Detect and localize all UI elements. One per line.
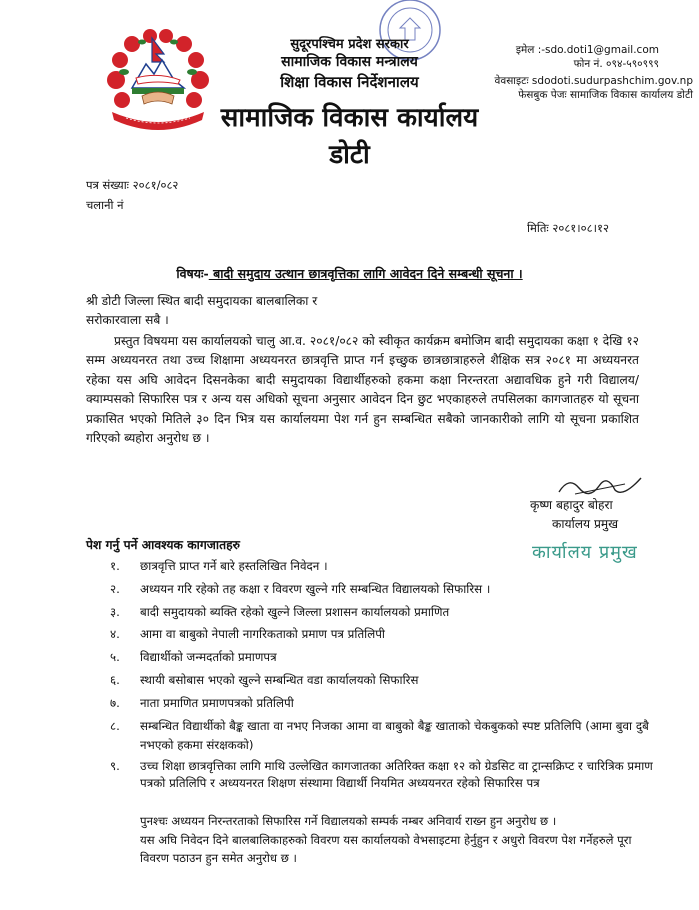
document-item-number: ३. xyxy=(110,605,120,619)
document-item-text: आमा वा बाबुको नेपाली नागरिकताको प्रमाण पत्र प्रतिलिपी xyxy=(140,627,385,641)
letter-number: पत्र संख्याः २०८१/०८२ xyxy=(86,178,179,192)
document-item-text: अध्ययन गरि रहेको तह कक्षा र विवरण खुल्ने गरि सम्बन्धित विद्यालयको सिफारिस । xyxy=(140,582,491,596)
document-item xyxy=(110,558,670,574)
subject-line xyxy=(0,265,699,282)
office-name: सामाजिक विकास कार्यालय xyxy=(220,103,479,133)
recipient-line-2: सरोकारवाला सबै । xyxy=(86,313,169,327)
document-item xyxy=(110,649,670,665)
document-item-number: २. xyxy=(110,582,120,596)
document-item xyxy=(110,758,660,792)
subject-text: बादी समुदाय उत्थान छात्रवृत्तिका लागि आवेदन दिने सम्बन्धी सूचना । xyxy=(208,266,523,281)
document-item-text: विद्यार्थीको जन्मदर्ताको प्रमाणपत्र xyxy=(140,650,277,664)
recipient-line-1: श्री डोटी जिल्ला स्थित बादी समुदायका बालबालिका र xyxy=(86,294,318,308)
signatory-name: कृष्ण बहादुर बोहरा xyxy=(530,498,613,512)
dispatch-number: चलानी नं xyxy=(86,198,124,212)
document-item xyxy=(110,717,655,755)
document-item-number: ६. xyxy=(110,673,120,687)
document-item xyxy=(110,604,670,620)
document-item-number: १. xyxy=(110,559,120,573)
letter-date: मितिः २०८१।०८।१२ xyxy=(527,221,609,235)
document-item-number: ४. xyxy=(110,627,120,641)
district-name: डोटी xyxy=(329,140,370,170)
contact-email: इमेल :-sdo.doti1@gmail.com xyxy=(515,44,659,56)
note-website: यस अघि निवेदन दिने बालबालिकाहरुको विवरण यस कार्यालयको वेभसाइटमा हेर्नुहुन र अधुरो विवरण पेश गर्नेहरुले पूरा विवरण पठाउन हुन समेत अनुरोध छ । xyxy=(140,833,632,865)
document-item-text: सम्बन्धित विद्यार्थीको बैङ्क खाता वा नभए निजका आमा वा बाबुको बैङ्क खाताको चेकबुकको स्पष्ट प्रतिलिपि (आमा बुवा दुबै नभएको हकमा संरक्षकको) xyxy=(140,719,649,752)
contact-phone: फोन नं. ०९४-५९०९९९ xyxy=(573,58,659,70)
document-item-number: ५. xyxy=(110,650,120,664)
signatory-title: कार्यालय प्रमुख xyxy=(552,517,619,531)
document-item-text: नाता प्रमाणित प्रमाणपत्रको प्रतिलिपी xyxy=(140,696,294,710)
document-item-text: बादी समुदायको ब्यक्ति रहेको खुल्ने जिल्ला प्रशासन कार्यालयको प्रमाणित xyxy=(140,605,450,619)
documents-heading: पेश गर्नु पर्ने आवश्यक कागजातहरु xyxy=(86,538,240,552)
document-item xyxy=(110,672,670,688)
document-item-text: छात्रवृत्ति प्राप्त गर्ने बारे हस्तलिखित निवेदन । xyxy=(140,559,328,573)
contact-website: वेवसाइटः sdodoti.sudurpashchim.gov.np xyxy=(494,75,693,87)
signatory-stamp: कार्यालय प्रमुख xyxy=(532,542,638,563)
note-continuation: पुनश्चः अध्ययन निरन्तरताको सिफारिस गर्ने विद्यालयको सम्पर्क नम्बर अनिवार्य राख्न हुन अनुरोध छ । xyxy=(140,814,557,828)
document-item xyxy=(110,581,670,597)
body-paragraph: प्रस्तुत विषयमा यस कार्यालयको चालु आ.व. २०८१/०८२ को स्वीकृत कार्यक्रम बमोजिम बादी समुदायका कक्षा १ देखि १२ सम्म अध्ययनरत तथा उच्च शिक्षामा अध्ययनरत छात्रवृत्ति प्राप्त गर्न इच्छुक छात्रछात्राहरुले शैक्षिक सत्र २०८१ मा अध्ययनरत रहेका यस अघि आवेदन दिसनकेका बादी समुदायका विद्यार्थीहरुको हकमा कक्षा निरन्तरता अद्यावधिक हुने गरी विद्यालय/क्याम्पसको सिफारिस पत्र र अन्य यस अधिको सूचना अनुसार आवेदन दिन छुट भएकाहरुले तपसिलका कागजातहरु यो सूचना प्रकासित भएको मितिले ३० दिन भित्र यस कार्यालयमा पेश गर्न हुन सम्बन्धित सबैको जानकारीको लागि यो सूचना प्रकाशित गरिएको ब्यहोरा अनुरोध छ । xyxy=(86,334,639,446)
subject-label: विषयः- xyxy=(176,266,209,281)
document-item-number: ८. xyxy=(110,719,120,733)
contact-facebook: फेसबुक पेजः सामाजिक विकास कार्यालय डोटी xyxy=(518,89,693,101)
document-item-number: ७. xyxy=(110,696,120,710)
document-item xyxy=(110,695,670,711)
header-line-1: सुदूरपश्चिम प्रदेश सरकार xyxy=(290,37,409,52)
document-item xyxy=(110,626,670,642)
document-item-text: स्थायी बसोबास भएको खुल्ने सम्बन्धित वडा कार्यालयको सिफारिस xyxy=(140,673,419,687)
document-item-number: ९. xyxy=(110,759,120,773)
header-line-2: सामाजिक विकास मन्त्रालय xyxy=(281,54,418,70)
header-line-3: शिक्षा विकास निर्देशनालय xyxy=(280,73,419,91)
document-item-text: उच्च शिक्षा छात्रवृत्तिका लागि माथि उल्लेखित कागजातका अतिरिक्त कक्षा १२ को ग्रेडसिट वा ट्रान्सक्रिप्ट र चारित्रिक प्रमाण पत्रको प्रतिलिपि र अध्ययनरत शिक्षण संस्थामा विद्यार्थी नियमित अध्ययनरत रहेको सिफारिस पत्र xyxy=(140,759,653,790)
